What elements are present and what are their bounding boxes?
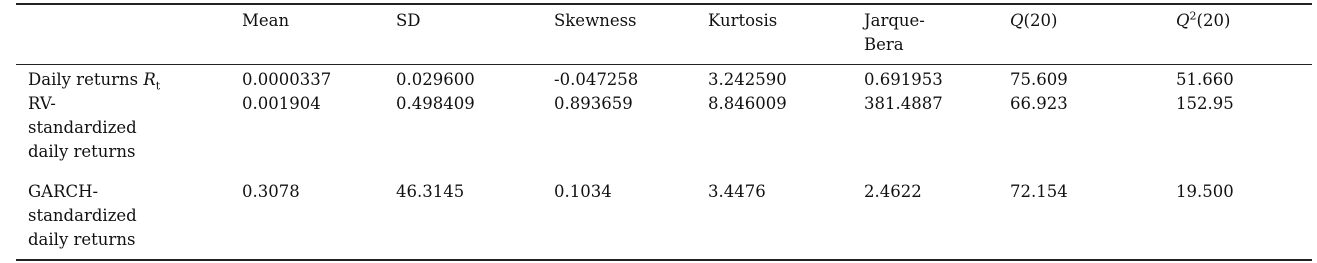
cell-rv-sd: 0.498409 (396, 94, 475, 113)
row-label-rv-standardized: RV- standardized daily returns (28, 94, 137, 161)
cell-daily-kurtosis: 3.242590 (708, 70, 787, 89)
cell-rv-q2-20: 152.95 (1176, 94, 1234, 113)
table-bottom-rule (16, 259, 1312, 261)
cell-daily-sd: 0.029600 (396, 70, 475, 89)
header-q2-20-sup: 2 (1189, 9, 1197, 23)
cell-garch-jarque-bera: 2.4622 (864, 182, 922, 201)
header-q2-20-var: Q (1176, 11, 1190, 30)
cell-daily-mean: 0.0000337 (242, 70, 332, 89)
header-q2-20 (1176, 9, 1230, 33)
header-kurtosis: Kurtosis (708, 11, 778, 30)
header-q20-var: Q (1010, 11, 1024, 30)
row-label-daily-returns-sub: t (155, 79, 161, 93)
row-label-daily-returns (28, 68, 233, 92)
header-q20 (1010, 9, 1057, 33)
header-mean: Mean (242, 11, 290, 30)
table-header-rule (16, 64, 1312, 65)
header-q20-lag: (20) (1023, 11, 1058, 30)
cell-rv-q20: 66.923 (1010, 94, 1068, 113)
row-label-garch-standardized: GARCH- standardized daily returns (28, 182, 137, 249)
cell-daily-skewness: -0.047258 (554, 70, 639, 89)
cell-garch-sd: 46.3145 (396, 182, 465, 201)
cell-daily-q2-20: 51.660 (1176, 70, 1234, 89)
cell-rv-mean: 0.001904 (242, 94, 321, 113)
row-label-daily-returns-text: Daily returns (28, 70, 144, 89)
header-sd: SD (396, 11, 421, 30)
cell-garch-q20: 72.154 (1010, 182, 1068, 201)
cell-garch-kurtosis: 3.4476 (708, 182, 766, 201)
row-label-daily-returns-var: R (143, 70, 156, 89)
cell-daily-jarque-bera: 0.691953 (864, 70, 943, 89)
header-q2-20-lag: (20) (1196, 11, 1231, 30)
table-top-rule (16, 3, 1312, 5)
cell-rv-jarque-bera: 381.4887 (864, 94, 943, 113)
cell-garch-skewness: 0.1034 (554, 182, 612, 201)
cell-garch-q2-20: 19.500 (1176, 182, 1234, 201)
cell-rv-skewness: 0.893659 (554, 94, 633, 113)
header-jarque-bera: Jarque- Bera (864, 11, 925, 54)
cell-daily-q20: 75.609 (1010, 70, 1068, 89)
header-skewness: Skewness (554, 11, 637, 30)
cell-rv-kurtosis: 8.846009 (708, 94, 787, 113)
cell-garch-mean: 0.3078 (242, 182, 300, 201)
